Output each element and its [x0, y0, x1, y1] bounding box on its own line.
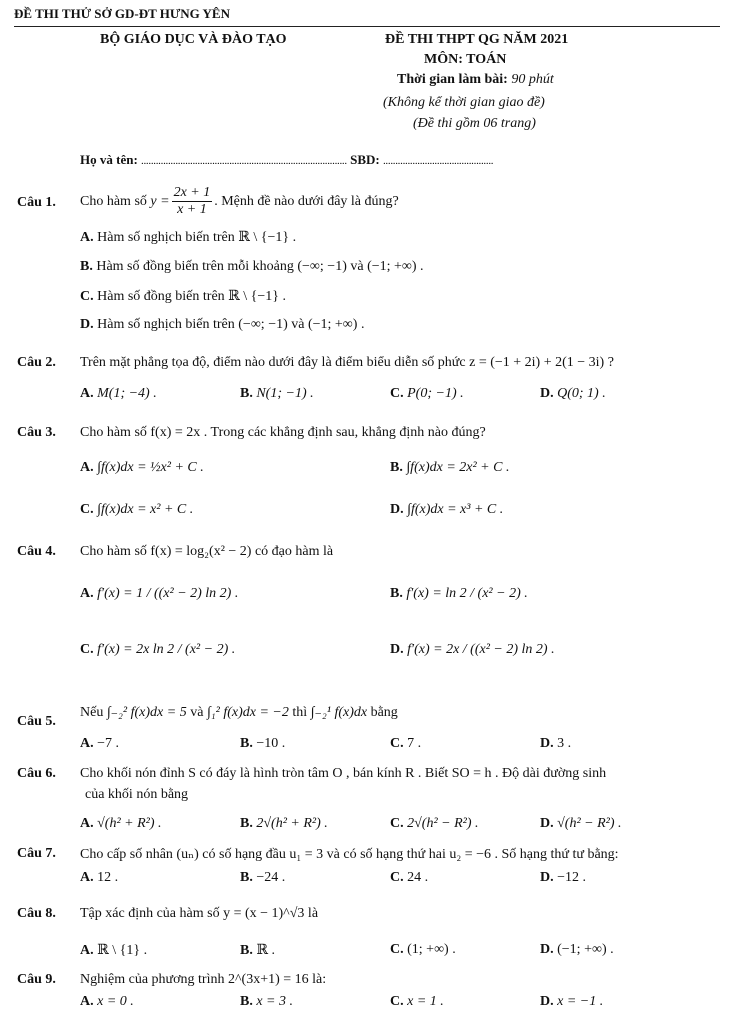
q7-option-c[interactable]: C. 24 .	[390, 870, 429, 885]
q3-option-a[interactable]: A. ∫f(x)dx = ½x² + C .	[80, 460, 204, 475]
q3-option-d[interactable]: D. ∫f(x)dx = x³ + C .	[390, 502, 504, 517]
ministry-name: BỘ GIÁO DỤC VÀ ĐÀO TẠO	[100, 32, 287, 47]
q5-option-a[interactable]: A. −7 .	[80, 736, 120, 751]
header-divider	[14, 26, 720, 27]
q9-option-c[interactable]: C. x = 1 .	[390, 994, 444, 1009]
q4-option-c[interactable]: C. f′(x) = 2x ln 2 / (x² − 2) .	[80, 642, 236, 657]
q8-option-c[interactable]: C. (1; +∞) .	[390, 942, 456, 957]
q9-option-b[interactable]: B. x = 3 .	[240, 994, 294, 1009]
subject: MÔN: TOÁN	[424, 52, 507, 67]
q4-number: Câu 4.	[17, 544, 56, 559]
q1-option-d[interactable]: D. Hàm số nghịch biến trên (−∞; −1) và (−1; +∞) .	[80, 317, 365, 332]
q1-stem-start: Cho hàm số	[80, 193, 147, 209]
q5-integral-3: ∫₋₂¹ f(x)dx	[310, 705, 368, 720]
q6-stem-line-2: của khối nón bằng	[85, 787, 189, 802]
q6-option-d[interactable]: D. √(h² − R²) .	[540, 816, 622, 831]
q1-option-c[interactable]: C. Hàm số đồng biến trên ℝ \ {−1} .	[80, 289, 287, 304]
q4-option-b[interactable]: B. f′(x) = ln 2 / (x² − 2) .	[390, 586, 528, 601]
q1-function: y = $\frac{2x + 1}{x + 1}$	[150, 185, 211, 218]
q2-option-a[interactable]: A. M(1; −4) .	[80, 386, 157, 401]
top-source-line: ĐỀ THI THỬ SỞ GD-ĐT HƯNG YÊN	[14, 6, 230, 21]
q6-option-a[interactable]: A. √(h² + R²) .	[80, 816, 162, 831]
q1-stem	[80, 185, 399, 218]
q5-option-d[interactable]: D. 3 .	[540, 736, 572, 751]
q7-stem: Cho cấp số nhân (uₙ) có số hạng đầu u₁ = 3 và có số hạng thứ hai u₂ = −6 . Số hạng thứ tư bằng:	[80, 847, 619, 862]
time-label: Thời gian làm bài:	[397, 72, 508, 87]
q7-option-b[interactable]: B. −24 .	[240, 870, 286, 885]
q5-option-b[interactable]: B. −10 .	[240, 736, 286, 751]
q8-stem: Tập xác định của hàm số y = (x − 1)^√3 là	[80, 906, 319, 921]
q4-option-a[interactable]: A. f′(x) = 1 / ((x² − 2) ln 2) .	[80, 586, 239, 601]
q2-option-d[interactable]: D. Q(0; 1) .	[540, 386, 606, 401]
q3-number: Câu 3.	[17, 425, 56, 440]
q6-option-b[interactable]: B. 2√(h² + R²) .	[240, 816, 328, 831]
q6-stem-line-1: Cho khối nón đỉnh S có đáy là hình tròn tâm O , bán kính R . Biết SO = h . Độ dài đường sinh	[80, 766, 607, 781]
q1-fraction: $\frac{2x + 1}{x + 1}$	[173, 185, 211, 218]
q8-number: Câu 8.	[17, 906, 56, 921]
q9-option-d[interactable]: D. x = −1 .	[540, 994, 604, 1009]
q9-stem: Nghiệm của phương trình 2^(3x+1) = 16 là:	[80, 972, 327, 987]
q8-option-b[interactable]: B. ℝ .	[240, 943, 275, 958]
q9-option-a[interactable]: A. x = 0 .	[80, 994, 134, 1009]
q7-option-d[interactable]: D. −12 .	[540, 870, 587, 885]
q5-integral-1: ∫₋₂² f(x)dx = 5	[106, 705, 187, 720]
q4-option-d[interactable]: D. f′(x) = 2x / ((x² − 2) ln 2) .	[390, 642, 555, 657]
q2-option-c[interactable]: C. P(0; −1) .	[390, 386, 464, 401]
q6-option-c[interactable]: C. 2√(h² − R²) .	[390, 816, 479, 831]
name-field[interactable]: ....................................................................................	[141, 155, 347, 167]
q7-number: Câu 7.	[17, 846, 56, 861]
q5-option-c[interactable]: C. 7 .	[390, 736, 422, 751]
q3-option-c[interactable]: C. ∫f(x)dx = x² + C .	[80, 502, 194, 517]
q2-number: Câu 2.	[17, 355, 56, 370]
q9-number: Câu 9.	[17, 972, 56, 987]
sbd-field[interactable]: .............................................	[382, 155, 494, 167]
q1-number: Câu 1.	[17, 195, 56, 210]
exam-time	[397, 72, 554, 88]
q2-stem: Trên mặt phẳng tọa độ, điểm nào dưới đây là điểm biểu diễn số phức z = (−1 + 2i) + 2(1 − 3i) ?	[80, 355, 614, 370]
time-value: 90 phút	[511, 72, 554, 87]
q7-option-a[interactable]: A. 12 .	[80, 870, 119, 885]
q3-option-b[interactable]: B. ∫f(x)dx = 2x² + C .	[390, 460, 510, 475]
q2-option-b[interactable]: B. N(1; −1) .	[240, 386, 314, 401]
q5-number: Câu 5.	[17, 714, 56, 729]
q5-integral-2: ∫₁² f(x)dx = −2	[206, 705, 289, 720]
q1-option-b[interactable]: B. Hàm số đồng biến trên mỗi khoảng (−∞; −1) và (−1; +∞) .	[80, 259, 424, 274]
name-label: Họ và tên:	[80, 152, 138, 167]
q8-option-d[interactable]: D. (−1; +∞) .	[540, 942, 614, 957]
q1-option-a[interactable]: A. Hàm số nghịch biến trên ℝ \ {−1} .	[80, 230, 297, 245]
time-note: (Không kể thời gian giao đề)	[383, 95, 545, 110]
candidate-info	[80, 152, 493, 168]
q6-number: Câu 6.	[17, 766, 56, 781]
q5-stem: Nếu ∫₋₂² f(x)dx = 5 và ∫₁² f(x)dx = −2 thì ∫₋₂¹ f(x)dx bằng	[80, 705, 398, 720]
q1-stem-end: . Mệnh đề nào dưới đây là đúng?	[214, 193, 399, 209]
exam-title: ĐỀ THI THPT QG NĂM 2021	[385, 32, 569, 47]
q8-option-a[interactable]: A. ℝ \ {1} .	[80, 943, 148, 958]
q4-stem: Cho hàm số f(x) = log₂(x² − 2) có đạo hàm là	[80, 544, 334, 559]
q3-stem: Cho hàm số f(x) = 2x . Trong các khẳng định sau, khẳng định nào đúng?	[80, 425, 486, 440]
pages-note: (Đề thi gồm 06 trang)	[413, 116, 536, 131]
sbd-label: SBD:	[350, 152, 380, 167]
